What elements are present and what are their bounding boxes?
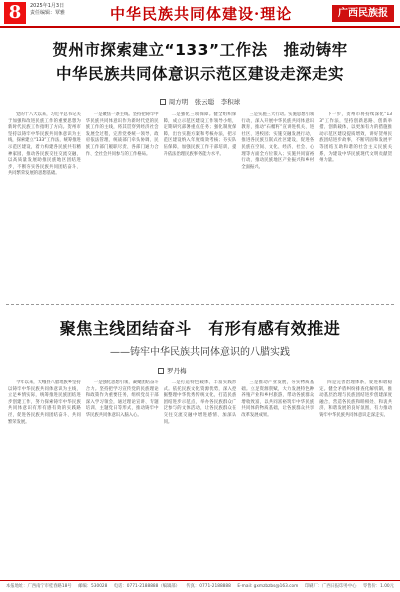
article1-column <box>164 112 237 298</box>
article1-body <box>8 112 392 298</box>
article2-column <box>164 380 237 576</box>
article2-column <box>86 380 159 576</box>
article1-column <box>241 112 314 298</box>
masthead <box>0 0 400 28</box>
article1-headline-line1: 贺州市探索建立“133”工作法 推动铸牢 <box>52 41 348 59</box>
issue-date: 2025年1月3日 <box>30 3 65 9</box>
footer-price: 零售价：1.00元 <box>362 584 394 589</box>
footer-email: E-mail: gxmzbzbs@163.com <box>237 584 299 589</box>
article2-paragraph: 今年以来，天峨县八腊瑶族乡坚持以铸牢中华民族共同体意识为主线，立足乡情实际，统筹推进民族团结进步创建工作，努力探索铸牢中华民族共同体意识有形有感有效的实践路径，促进各民族共同团结奋斗、共同繁荣发展。 <box>8 380 81 425</box>
article2-headline: 聚焦主线团结奋斗 有形有感有效推进 <box>59 319 341 338</box>
article1-authors: 周方明 张云聪 李积球 <box>168 98 241 106</box>
article2-byline <box>0 366 400 375</box>
article-divider <box>6 304 394 305</box>
article2-column <box>8 380 81 576</box>
article1-byline <box>0 97 400 106</box>
article1-paragraph: 一是聚焦一条主线。坚持把铸牢中华民族共同体意识作为新时代党的民族工作的主线，将其贯穿到经济社会发展全过程，完善党委统一领导、政府依法管理、统战部门牵头协调、民族工作部门履职尽责、各部门通力合作、全社会共同参与的工作格局。 <box>85 112 159 157</box>
footer-phone: 电话：0771-2188888（编辑部） <box>113 584 180 589</box>
article2-column <box>241 380 314 576</box>
article2-body <box>8 380 392 576</box>
article1-paragraph: 下一步，贺州市将持续深化“133”工作法，坚持创新思路、创新举措、创新载体，以更加有力的措施推动示范区建设提质增效，讲好贺州民族团结进步故事，不断巩固和发展平等团结互助和谐的社会主义民族关系，为建设中华民族现代文明贡献贺州力量。 <box>319 112 392 164</box>
byline-box-icon <box>160 99 166 105</box>
masthead-meta <box>30 3 65 17</box>
article1-column <box>8 112 81 298</box>
footer-postcode: 邮编：530028 <box>78 584 108 589</box>
article2-paragraph: 四是完善治理体系，促进和谐稳定。健全矛盾纠纷排查化解机制，推动基层治理与民族团结进步创建深度融合，营造各民族和睦相处、和衷共济、和谐发展的良好氛围，有力推动铸牢中华民族共同体意识走深走实。 <box>319 380 392 418</box>
byline-box-icon <box>158 368 164 374</box>
page-number: 8 <box>4 2 26 24</box>
article1-paragraph: 党的十八大以来，习近平总书记关于加强和改进民族工作的重要思想为新时代民族工作指明了方向。贺州市坚持以铸牢中华民族共同体意识为主线，探索建立“133”工作法，统筹推进示范区建设，着力构建各民族共有精神家园，推动各民族交往交流交融，以高质量发展助推民族地区团结进步，不断夯实各民族共同团结奋斗、共同繁荣发展的思想基础。 <box>8 112 81 177</box>
article1-column <box>86 112 159 298</box>
article1-paragraph: 二是强化三项保障。健全组织保障，成立示范区建设工作领导小组，定期研究部署重点任务；强化制度保障，出台实施方案和考核办法，把示范区建设纳入年度绩效考核；夯实队伍保障，加强民族工作干部培训，提升依法治理民族事务能力水平。 <box>163 112 237 157</box>
page-footer <box>0 580 400 592</box>
article2-author: 罗丹梅 <box>167 367 187 375</box>
article1-headline-line2: 中华民族共同体意识示范区建设走深走实 <box>55 65 344 83</box>
article2-column <box>319 380 392 576</box>
section-title: 中华民族共同体建设·理论 <box>110 5 293 23</box>
newspaper-name: 广西民族报 <box>332 5 394 22</box>
article1-column <box>319 112 392 298</box>
article2-paragraph: 一是强化思想引领，凝聚团结奋斗合力。坚持把学习宣传党的民族理论和政策作为重要任务，组织党员干部深入学习领会，通过理论宣讲、专题培训、主题党日等形式，推动铸牢中华民族共同体意识入脑入心。 <box>85 380 159 418</box>
article2-paragraph: 二是打造特色载体，丰富实践形式。依托民族文化资源优势，深入挖掘整理中华优秀传统文化，打造民族团结进步示范点，举办各民族群众广泛参与的文体活动，让各民族群众在交往交流交融中增进感情、加深认同。 <box>163 380 237 425</box>
article2-paragraph: 三是推动产业发展，夯实物质基础。立足资源禀赋，大力发展特色种养殖产业和乡村旅游，带动各族群众增收致富，以共同富裕筑牢中华民族共同体的物质基础，让各族群众共享改革发展成果。 <box>241 380 315 418</box>
footer-fax: 传真：0771-2188888 <box>186 584 231 589</box>
article2-subhead: ——铸牢中华民族共同体意识的八腊实践 <box>110 347 290 358</box>
article1-paragraph: 三是实施三大行动。实施思想引领行动，深入开展中华民族共同体意识教育，推动“石榴籽”宣讲进机关、进社区、进校园；实施交融发展行动，推进各民族互嵌式社区建设，促进各民族在空间、文化、经济、社会、心理等方面全方位嵌入；实施共同富裕行动，推动民族地区产业振兴和乡村全面振兴。 <box>241 112 315 170</box>
footer-address: 本报地址：广西南宁市桂春路18号 <box>6 584 72 589</box>
footer-printing: 印刷厂：广西日报印务中心 <box>304 584 357 589</box>
editor-credit: 责任编辑：覃雅 <box>30 10 66 16</box>
